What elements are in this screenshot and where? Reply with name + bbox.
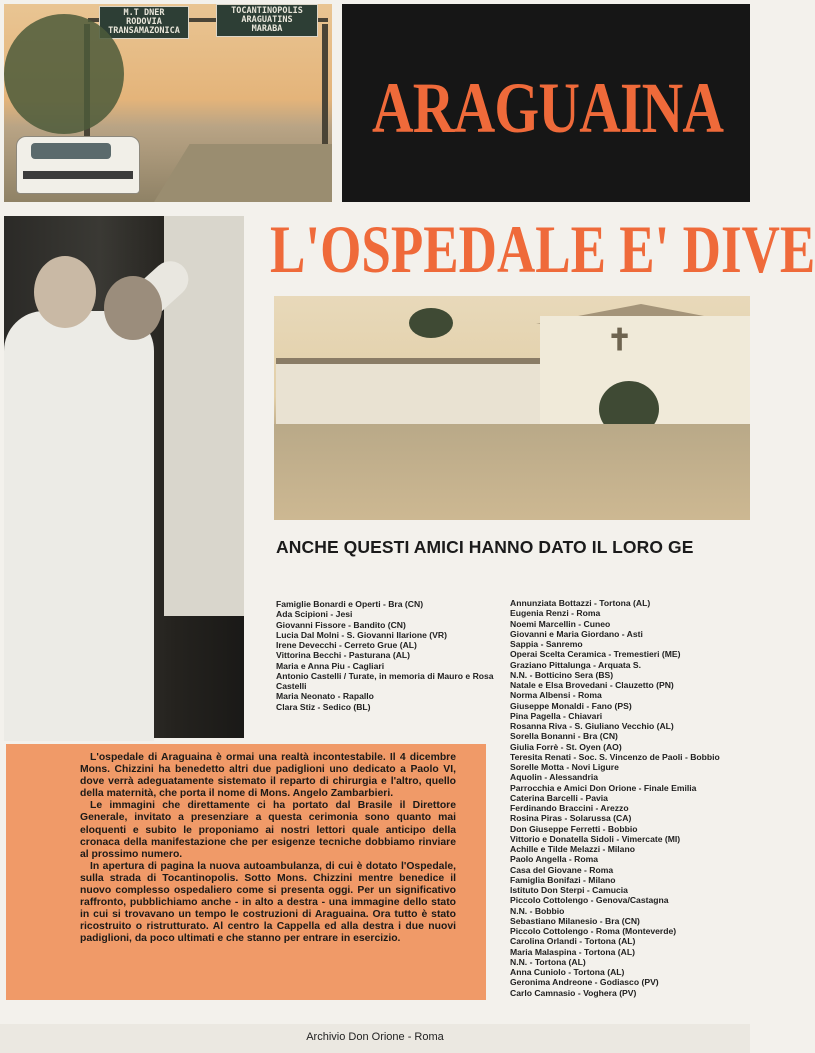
road-sign-right [216,4,318,37]
article-paragraph: Le immagini che direttamente ci ha portato dal Brasile il Direttore Generale, invitato a presenziare a questa cerimonia sono quanto mai eloquenti e subito le proponiamo ai nostri lettori quale anticipo della cronaca della manifestazione che per esigenze tecniche dobbiamo rinviare al prossimo numero. [80,800,456,860]
list-item: Operai Scelta Ceramica - Tremestieri (ME) [510,649,681,660]
list-item: Achille e Tilde Melazzi - Milano [510,844,635,854]
list-item: Aquolin - Alessandria [510,772,599,783]
list-item: Carlo Camnasio - Voghera (PV) [510,987,637,998]
priest-robe [4,311,154,741]
list-item: Sorella Bonanni - Bra (CN) [510,731,618,742]
article-body [80,752,456,946]
sign-line: TOCANTINOPOLIS [231,6,303,16]
dirt-road [274,424,750,520]
list-item: Clara Stiz - Sedico (BL) [276,701,371,712]
list-item: Vittorina Becchi - Pasturana (AL) [276,650,411,661]
list-item: Istituto Don Sterpi - Camucia [510,885,628,895]
photo-blessing-priest [4,216,244,738]
list-item: Rosanna Riva - S. Giuliano Vecchio (AL) [510,721,674,731]
sign-line: TRANSAMAZONICA [108,26,180,36]
sign-line: RODOVIA [126,17,162,27]
priest-head [34,256,96,328]
sign-line: M.T DNER [123,8,165,18]
list-item: Giuseppe Monaldi - Fano (PS) [510,700,632,711]
list-item: Sorelle Motta - Novi Ligure [510,762,619,772]
list-item: Irene Devecchi - Cerreto Grue (AL) [276,640,417,650]
list-item: Antonio Castelli / Turate, in memoria di Mauro e Rosa Castelli [276,670,494,691]
list-item: Piccolo Cottolengo - Genova/Castagna [510,895,669,906]
donor-list-left [276,599,498,712]
bystander-head [104,276,162,340]
article-paragraph: L'ospedale di Araguaina è ormai una realtà incontestabile. Il 4 dicembre Mons. Chizzini ha benedetto altri due padiglioni uno dedicato a Paolo VI, dove verrà adeguatamente sistemato il reparto di chirurgia e l'altro, quello della maternità, che porta il nome di Mons. Angelo Zambarbieri. [80,752,456,800]
page-title: ARAGUAINA [372,68,724,148]
list-item: Eugenia Renzi - Roma [510,608,601,619]
sign-line: ARAGUATINS [241,15,293,25]
list-item: Caterina Barcelli - Pavia [510,792,608,803]
list-item: Annunziata Bottazzi - Tortona (AL) [510,598,651,608]
list-item: Giovanni Fissore - Bandito (CN) [276,619,406,630]
sign-line: MARABA [251,24,283,34]
list-item: Graziano Pittalunga - Arquata S. [510,659,641,670]
list-item: Sappia - Sanremo [510,639,583,649]
list-item: Pina Pagella - Chiavari [510,710,603,721]
list-item: Carolina Orlandi - Tortona (AL) [510,936,636,947]
sign-pole [322,24,328,154]
list-item: Parrocchia e Amici Don Orione - Finale Emilia [510,782,697,793]
list-item: Natale e Elsa Brovedani - Clauzetto (PN) [510,680,674,690]
list-item: Maria Malaspina - Tortona (AL) [510,946,635,957]
photo-road-ambulance [4,4,332,202]
list-item: Ferdinando Braccini - Arezzo [510,803,629,813]
list-item: Maria e Anna Piu - Cagliari [276,660,385,671]
list-item: Norma Albensi - Roma [510,690,602,701]
photo-hospital-buildings [274,296,750,520]
list-item: Casa del Giovane - Roma [510,864,614,875]
list-item: Famiglie Bonardi e Operti - Bra (CN) [276,599,424,609]
donor-heading: ANCHE QUESTI AMICI HANNO DATO IL LORO GE [276,537,694,557]
list-item: Teresita Renati - Soc. S. Vincenzo de Paoli - Bobbio [510,751,720,762]
article-box [6,744,486,1000]
list-item: Lucia Dal Molni - S. Giovanni Ilarione (VR) [276,629,447,640]
palm-tree [409,308,453,338]
list-item: Piccolo Cottolengo - Roma (Monteverde) [510,926,677,936]
list-item: Sebastiano Milanesio - Bra (CN) [510,915,640,926]
list-item: Famiglia Bonifazi - Milano [510,874,616,885]
list-item: Noemi Marcellin - Cuneo [510,618,611,629]
donor-list-right [510,598,750,998]
list-item: Vittorio e Donatella Sidoli - Vimercate (MI) [510,833,681,844]
list-item: Ada Scipioni - Jesi [276,609,353,620]
car-windshield [31,143,111,159]
archive-footer: Archivio Don Orione - Roma [306,1031,444,1043]
article-paragraph: In apertura di pagina la nuova autoambulanza, di cui è dotato l'Ospedale, sulla strada di Tocantinopolis. Sotto Mons. Chizzini mentre benedice il nuovo complesso ospedaliero come si presenta oggi. Per un significativo raffronto, pubblichiamo anche - in alto a destra - una immagine dello stato in cui si trovavano un tempo le costruzioni di Araguaina. Ora tutto è stato ricostruito o ristrutturato. Al centro la Cappella ed alla destra i due nuovi padiglioni, da poco ultimati e che stanno per entrare in esercizio. [80,860,456,945]
road-surface [154,144,332,202]
list-item: Don Giuseppe Ferretti - Bobbio [510,823,638,834]
list-item: N.N. - Bobbio [510,905,565,916]
list-item: Anna Cuniolo - Tortona (AL) [510,967,625,977]
title-box [342,4,750,202]
list-item: N.N. - Botticino Sera (BS) [510,669,614,680]
list-item: Giovanni e Maria Giordano - Asti [510,628,643,639]
tree-silhouette [4,14,124,134]
road-sign-left [99,6,189,39]
list-item: Maria Neonato - Rapallo [276,691,374,702]
cross-icon: ✝ [607,324,633,357]
list-item: Paolo Angella - Roma [510,854,599,865]
list-item: Geronima Andreone - Godiasco (PV) [510,977,659,988]
car-grille [23,171,133,179]
list-item: N.N. - Tortona (AL) [510,956,586,967]
car [16,136,140,194]
pavilion-building [276,358,548,426]
page-subtitle: L'OSPEDALE E' DIVE [270,211,815,287]
list-item: Rosina Piras - Solarussa (CA) [510,813,632,824]
list-item: Giulia Forrè - St. Oyen (AO) [510,741,622,752]
